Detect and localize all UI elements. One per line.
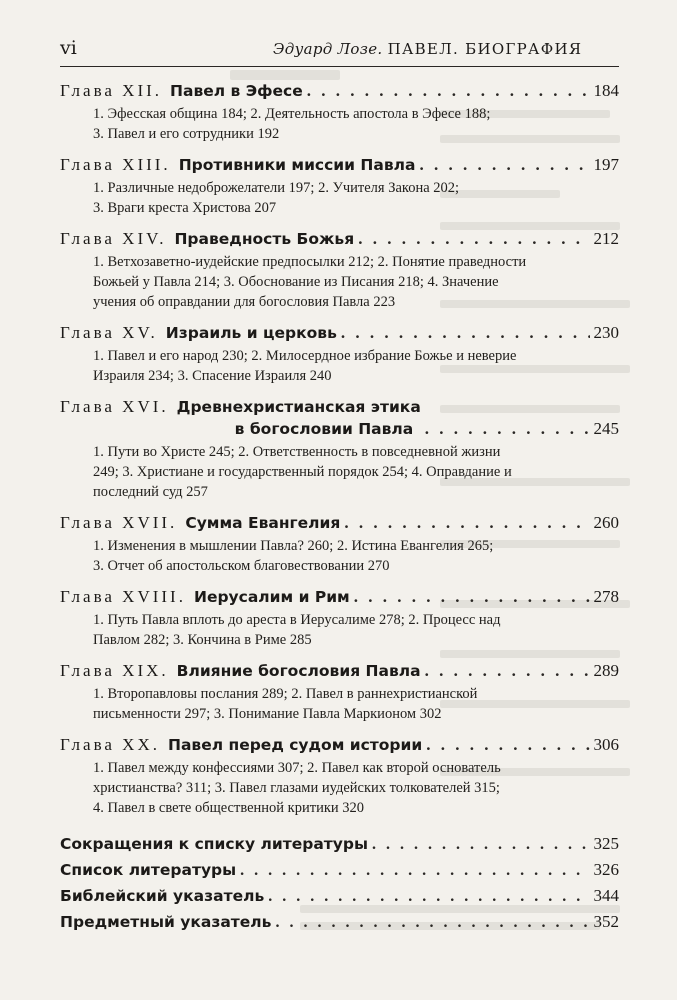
- section-line: 3. Враги креста Христова 207: [93, 200, 277, 216]
- chapter-title[interactable]: Праведность Божья: [174, 230, 355, 248]
- table-of-contents: [60, 80, 619, 936]
- chapter-sections: [60, 346, 619, 386]
- dot-leader: [240, 859, 589, 883]
- chapter-label: Глава XV.: [60, 323, 158, 342]
- chapter-title[interactable]: Противники миссии Павла: [178, 156, 416, 174]
- chapter-label: Глава XIV.: [60, 229, 167, 248]
- chapter-label: Глава XVIII.: [60, 587, 186, 606]
- backmatter-title: Список литературы: [60, 861, 237, 879]
- dot-leader: [275, 911, 589, 935]
- running-title: [273, 40, 582, 58]
- section-line: 1. Павел между конфессиями 307; 2. Павел как второй основатель: [93, 760, 501, 776]
- backmatter-title: Библейский указатель: [60, 887, 265, 905]
- backmatter-page: 326: [593, 860, 619, 879]
- backmatter-page: 344: [593, 886, 619, 905]
- dot-leader: [425, 660, 590, 682]
- chapter-title[interactable]: Израиль и церковь: [165, 324, 337, 342]
- chapter-title-line: Древнехристианская этика: [176, 398, 421, 416]
- dot-leader: [268, 885, 589, 909]
- chapter-title[interactable]: Павел в Эфесе: [170, 82, 303, 100]
- chapter-page: 306: [593, 735, 619, 754]
- dot-leader: [307, 80, 590, 102]
- section-line: 4. Павел в свете общественной критики 320: [93, 800, 365, 816]
- dot-leader: [426, 734, 589, 756]
- section-line: 1. Различные недоброжелатели 197; 2. Учителя Закона 202;: [93, 180, 460, 196]
- backmatter-page: 325: [593, 834, 619, 853]
- section-line: 1. Пути во Христе 245; 2. Ответственность в повседневной жизни: [93, 444, 501, 460]
- dot-leader: [341, 322, 590, 344]
- page-number: vi: [60, 37, 77, 59]
- section-line: 1. Второпавловы послания 289; 2. Павел в раннехристианской: [93, 686, 478, 702]
- chapter-sections: [60, 442, 619, 502]
- running-header: [60, 37, 619, 61]
- dot-leader: [358, 228, 589, 250]
- chapter-label: Глава XVI.: [60, 397, 169, 416]
- chapter-title[interactable]: Иерусалим и Рим: [193, 588, 350, 606]
- section-line: Божьей у Павла 214; 3. Обоснование из Писания 218; 4. Значение: [93, 274, 499, 290]
- chapter-page: 212: [593, 229, 619, 248]
- toc-entry-abbreviations[interactable]: [60, 832, 619, 857]
- chapter-label: Глава XX.: [60, 735, 160, 754]
- dot-leader: [344, 512, 589, 534]
- chapter-sections: [60, 178, 619, 218]
- toc-chapter-14: [60, 228, 619, 312]
- backmatter-title: Предметный указатель: [60, 913, 272, 931]
- section-line: 1. Путь Павла вплоть до ареста в Иерусалиме 278; 2. Процесс над: [93, 612, 501, 628]
- toc-chapter-20: [60, 734, 619, 818]
- section-line: 1. Эфесская община 184; 2. Деятельность апостола в Эфесе 188;: [93, 106, 491, 122]
- toc-entry-subject-index[interactable]: [60, 910, 619, 935]
- toc-chapter-17: [60, 512, 619, 576]
- chapter-page: 230: [593, 323, 619, 342]
- toc-chapter-18: [60, 586, 619, 650]
- chapter-title[interactable]: Сумма Евангелия: [185, 514, 341, 532]
- chapter-label: Глава XVII.: [60, 513, 178, 532]
- chapter-label: Глава XIX.: [60, 661, 169, 680]
- backmatter-title: Сокращения к списку литературы: [60, 835, 369, 853]
- toc-chapter-19: [60, 660, 619, 724]
- chapter-title[interactable]: Влияние богословия Павла: [176, 662, 421, 680]
- header-author: Эдуард Лозе.: [273, 40, 383, 58]
- dot-leader: [425, 418, 590, 440]
- chapter-label: Глава XIII.: [60, 155, 171, 174]
- section-line: письменности 297; 3. Понимание Павла Маркионом 302: [93, 706, 442, 722]
- chapter-label: Глава XII.: [60, 81, 163, 100]
- section-line: Израиля 234; 3. Спасение Израиля 240: [93, 368, 332, 384]
- toc-entry-scripture-index[interactable]: [60, 884, 619, 909]
- dot-leader: [354, 586, 590, 608]
- chapter-sections: [60, 610, 619, 650]
- header-book-title: ПАВЕЛ. БИОГРАФИЯ: [387, 40, 583, 58]
- chapter-page: 289: [593, 661, 619, 680]
- toc-chapter-12: [60, 80, 619, 144]
- chapter-page: 278: [593, 587, 619, 606]
- chapter-page: 245: [593, 419, 619, 438]
- chapter-title-line: в богословии Павла: [234, 420, 414, 438]
- chapter-page: 260: [593, 513, 619, 532]
- section-line: 1. Павел и его народ 230; 2. Милосердное избрание Божье и неверие: [93, 348, 517, 364]
- section-line: христианства? 311; 3. Павел глазами иудейских толкователей 315;: [93, 780, 500, 796]
- section-line: учения об оправдании для богословия Павла 223: [93, 294, 396, 310]
- chapter-sections: [60, 536, 619, 576]
- chapter-sections: [60, 758, 619, 818]
- section-line: последний суд 257: [93, 484, 208, 500]
- chapter-sections: [60, 104, 619, 144]
- chapter-page: 197: [593, 155, 619, 174]
- backmatter-page: 352: [593, 912, 619, 931]
- dot-leader: [419, 154, 589, 176]
- chapter-title[interactable]: [177, 396, 421, 440]
- section-line: 1. Ветхозаветно-иудейские предпосылки 212; 2. Понятие праведности: [93, 254, 527, 270]
- toc-chapter-16: [60, 396, 619, 502]
- header-divider: [60, 66, 619, 67]
- chapter-page: 184: [593, 81, 619, 100]
- toc-backmatter: [60, 832, 619, 935]
- section-line: 1. Изменения в мышлении Павла? 260; 2. Истина Евангелия 265;: [93, 538, 494, 554]
- toc-chapter-13: [60, 154, 619, 218]
- section-line: 3. Отчет об апостольском благовествовании 270: [93, 558, 390, 574]
- section-line: 3. Павел и его сотрудники 192: [93, 126, 280, 142]
- chapter-sections: [60, 684, 619, 724]
- toc-entry-bibliography[interactable]: [60, 858, 619, 883]
- chapter-sections: [60, 252, 619, 312]
- dot-leader: [372, 833, 589, 857]
- toc-chapter-15: [60, 322, 619, 386]
- chapter-title[interactable]: Павел перед судом истории: [167, 736, 423, 754]
- section-line: 249; 3. Христиане и государственный порядок 254; 4. Оправдание и: [93, 464, 512, 480]
- section-line: Павлом 282; 3. Кончина в Риме 285: [93, 632, 312, 648]
